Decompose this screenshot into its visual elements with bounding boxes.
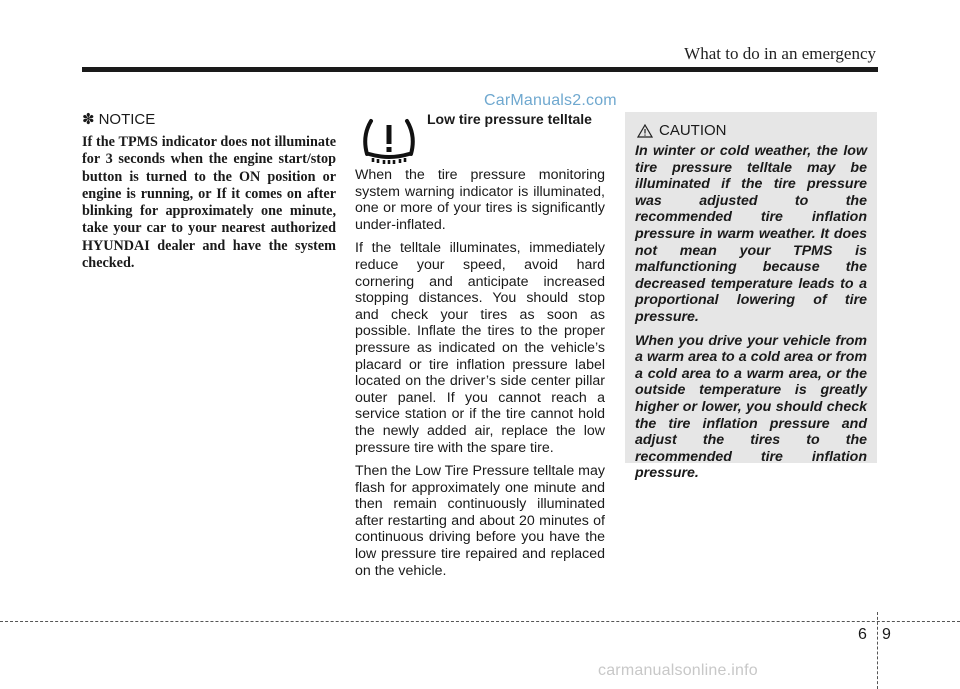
notice-body: If the TPMS indicator does not illuminate for 3 seconds when the engine start/stop button is turned to the ON position or engine is running, or If it comes on after blinking for approximately one minute, take your car to your nearest authorized HYUNDAI dealer and have the system checked. [82, 134, 336, 272]
notice-block [82, 110, 336, 272]
telltale-text [355, 167, 605, 586]
notice-title: NOTICE [98, 110, 156, 128]
telltale-paragraph: Then the Low Tire Pressure telltale may flash for approximately one minute and then remain continuously illuminated after restarting and about 20 minutes of continuous driving before you have the low pressure tire repaired and replaced on the vehicle. [355, 463, 605, 579]
watermark-top: CarManuals2.com [484, 92, 617, 109]
notice-star-icon: ✽ [82, 111, 95, 128]
caution-heading [635, 122, 867, 139]
low-tire-pressure-icon [355, 114, 423, 166]
warning-triangle-icon [637, 124, 653, 138]
footer-rule [0, 621, 960, 622]
caution-box [625, 112, 877, 482]
watermark-bottom: carmanualsonline.info [598, 662, 758, 679]
notice-heading [82, 110, 336, 128]
page-number: 9 [882, 626, 891, 643]
telltale-paragraph: When the tire pressure monitoring system warning indicator is illuminated, one or more of your tires is significantly under-inflated. [355, 167, 605, 233]
telltale-paragraph: If the telltale illuminates, immediately reduce your speed, avoid hard cornering and anticipate increased stopping distances. You should stop and check your tires as soon as possible. Inflate the tires to the proper pressure as indicated on the vehicle’s placard or tire inflation pressure label located on the driver’s side center pillar outer panel. If you cannot reach a service station or if the tire cannot hold the newly added air, replace the low pressure tire with the spare tire. [355, 240, 605, 456]
caution-title: CAUTION [659, 122, 727, 139]
chapter-number: 6 [858, 626, 867, 643]
section-title: What to do in an emergency [684, 44, 876, 63]
telltale-title: Low tire pressure telltale [427, 111, 592, 127]
caution-paragraph: In winter or cold weather, the low tire pressure telltale may be illuminated if the tire pressure was adjusted to the recommended tire inflation pressure in warm weather. It does not mean your TPMS is malfunctioning because the decreased temperature leads to a proportional lowering of tire pressure. [635, 143, 867, 325]
caution-paragraph: When you drive your vehicle from a warm area to a cold area or from a cold area to a warm area, or the outside temperature is greatly higher or lower, you should check the tire inflation pressure and adjust the tires to the recommended tire inflation pressure. [635, 332, 867, 482]
footer-divider [877, 612, 878, 689]
header-rule [82, 67, 878, 72]
